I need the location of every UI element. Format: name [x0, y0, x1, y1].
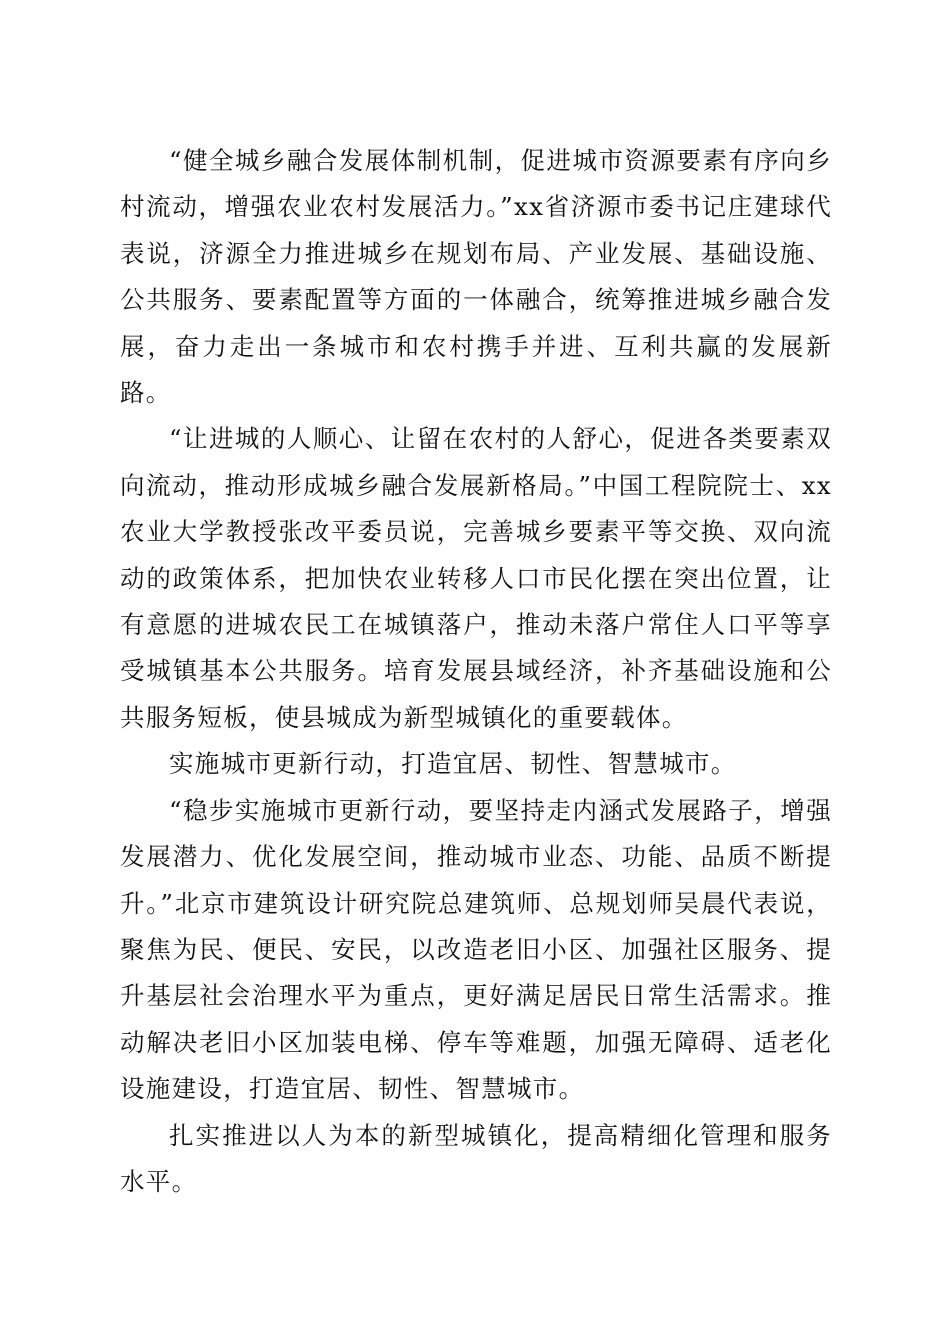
paragraph-1: “健全城乡融合发展体制机制，促进城市资源要素有序向乡村流动，增强农业农村发展活力。”xx省济源市委书记庄建球代表说，济源全力推进城乡在规划布局、产业发展、基础设施、公共服务、要素配置等方面的一体融合，统筹推进城乡融合发展，奋力走出一条城市和农村携手并进、互利共赢的发展新路。: [120, 146, 832, 408]
paragraph-5: 扎实推进以人为本的新型城镇化，提高精细化管理和服务水平。: [120, 1120, 832, 1196]
paragraph-3: 实施城市更新行动，打造宜居、韧性、智慧城市。: [169, 749, 737, 779]
paragraph-4: “稳步实施城市更新行动，要坚持走内涵式发展路子，增强发展潜力、优化发展空间，推动城市业态、功能、品质不断提升。”北京市建筑设计研究院总建筑师、总规划师吴晨代表说，聚焦为民、便民、安民，以改造老旧小区、加强社区服务、提升基层社会治理水平为重点，更好满足居民日常生活需求。推动解决老旧小区加装电梯、停车等难题，加强无障碍、适老化设施建设，打造宜居、韧性、智慧城市。: [120, 795, 832, 1104]
document-body: [120, 138, 832, 1205]
paragraph-2: “让进城的人顺心、让留在农村的人舒心，促进各类要素双向流动，推动形成城乡融合发展新格局。”中国工程院院士、xx农业大学教授张改平委员说，完善城乡要素平等交换、双向流动的政策体系，把加快农业转移人口市民化摆在突出位置，让有意愿的进城农民工在城镇落户，推动未落户常住人口平等享受城镇基本公共服务。培育发展县域经济，补齐基础设施和公共服务短板，使县城成为新型城镇化的重要载体。: [120, 424, 832, 732]
